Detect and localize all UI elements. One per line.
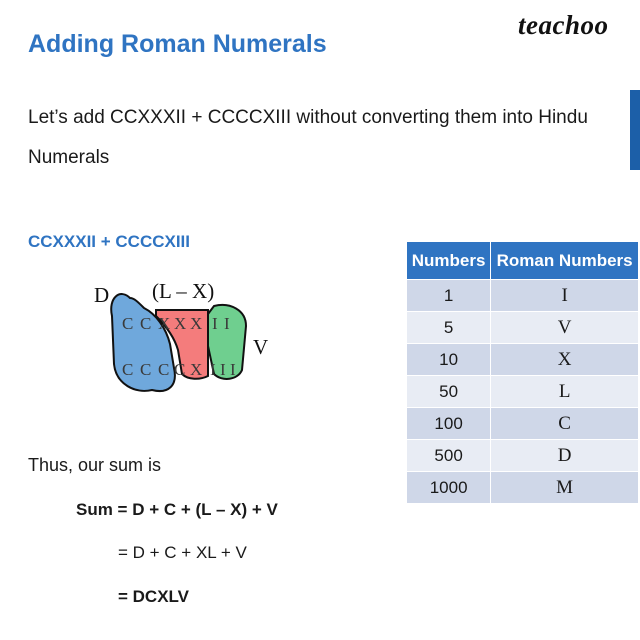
row2-letter: C: [174, 360, 186, 379]
number-cell: 100: [407, 408, 491, 440]
sum-line-1: Sum = D + C + (L – X) + V: [76, 500, 278, 519]
header-roman-numbers: Roman Numbers: [491, 242, 639, 280]
row2-letter: I: [220, 360, 226, 379]
roman-numerals-table: [406, 241, 639, 504]
number-cell: 5: [407, 312, 491, 344]
roman-cell: V: [491, 312, 639, 344]
row2-letter: I: [210, 360, 216, 379]
table-row: [407, 312, 639, 344]
number-cell: 500: [407, 440, 491, 472]
label-l-minus-x: (L – X): [152, 279, 215, 303]
row2-letter: C: [122, 360, 134, 379]
row2-letter: I: [230, 360, 236, 379]
roman-cell: C: [491, 408, 639, 440]
number-cell: 1: [407, 280, 491, 312]
row1-letter: C: [140, 314, 152, 333]
row2-letter: X: [190, 360, 203, 379]
table-row: [407, 472, 639, 504]
roman-cell: D: [491, 440, 639, 472]
number-cell: 1000: [407, 472, 491, 504]
grouping-diagram: [90, 276, 290, 401]
side-accent-bar: [630, 90, 640, 170]
problem-heading: CCXXXII + CCCCXIII: [28, 232, 191, 251]
roman-cell: M: [491, 472, 639, 504]
table-row: [407, 440, 639, 472]
roman-cell: I: [491, 280, 639, 312]
sum-line-2: = D + C + XL + V: [118, 543, 247, 562]
row1-letter: X: [190, 314, 203, 333]
row2-letter: C: [158, 360, 170, 379]
roman-cell: L: [491, 376, 639, 408]
number-cell: 10: [407, 344, 491, 376]
row1-letter: X: [174, 314, 187, 333]
number-cell: 50: [407, 376, 491, 408]
intro-text: Let’s add CCXXXII + CCCCXIII without converting them into Hindu Numerals: [28, 107, 588, 168]
row1-letter: C: [122, 314, 134, 333]
row1-letter: I: [212, 314, 218, 333]
header-numbers: Numbers: [407, 242, 491, 280]
table-row: [407, 408, 639, 440]
page-title: Adding Roman Numerals: [28, 30, 327, 58]
label-v: V: [253, 335, 269, 359]
teachoo-logo: teachoo: [518, 10, 609, 40]
row2-letter: C: [140, 360, 152, 379]
sum-line-3: = DCXLV: [118, 587, 190, 606]
table-row: [407, 376, 639, 408]
roman-cell: X: [491, 344, 639, 376]
label-d: D: [94, 283, 110, 307]
row1-letter: I: [224, 314, 230, 333]
table-row: [407, 280, 639, 312]
conclusion-lead: Thus, our sum is: [28, 455, 162, 475]
table-header-row: [407, 242, 639, 280]
row1-letter: X: [158, 314, 171, 333]
table-row: [407, 344, 639, 376]
